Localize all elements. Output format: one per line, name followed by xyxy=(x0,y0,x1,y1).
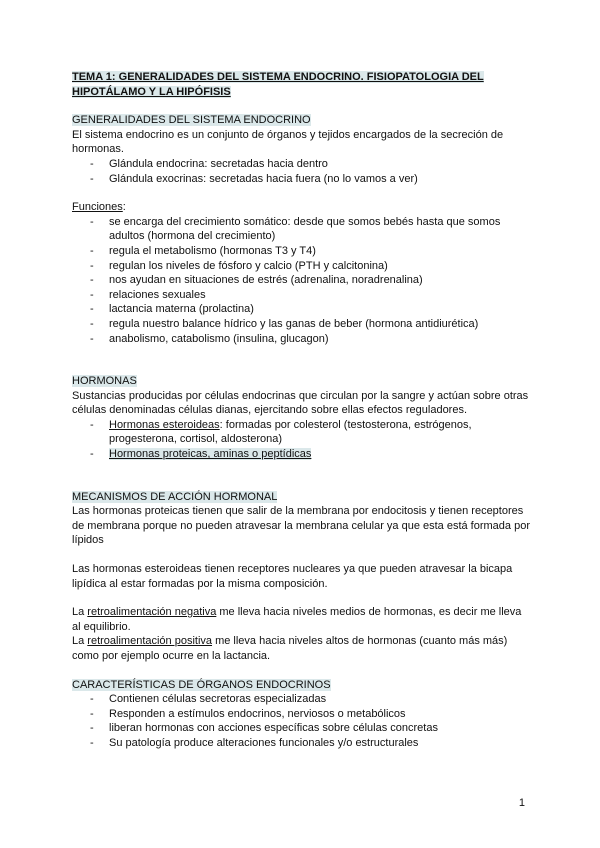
list-item: - Glándula exocrinas: secretadas hacia fuera (no lo vamos a ver) xyxy=(72,172,530,187)
hormonas-esteroideas-text: : formadas por colesterol (testosterona, estrógenos, progesterona, cortisol, aldosterona) xyxy=(109,418,472,446)
list-item: - Contienen células secretoras especializadas xyxy=(72,692,530,707)
p3-suffix: me lleva hacia niveles medios de hormonas, es decir me lleva al equilibrio. xyxy=(72,606,522,633)
section-caracteristicas xyxy=(72,678,530,751)
mecanismos-paragraph-1: Las hormonas proteicas tienen que salir de la membrana por endocitosis y tienen receptores de membrana porque no pueden atravesar la membrana celular ya que esta está formada por lípidos xyxy=(72,505,530,547)
section-hormonas xyxy=(72,374,530,462)
list-item: - regulan los niveles de fósforo y calcio (PTH y calcitonina) xyxy=(72,259,530,274)
retroalimentacion-negativa: retroalimentación negativa xyxy=(87,606,217,619)
section-heading-mecanismos: MECANISMOS DE ACCIÓN HORMONAL xyxy=(72,490,278,503)
list-item: - relaciones sexuales xyxy=(72,288,530,303)
glandulas-list xyxy=(72,157,530,186)
list-item: - nos ayudan en situaciones de estrés (adrenalina, noradrenalina) xyxy=(72,273,530,288)
section-heading-generalidades: GENERALIDADES DEL SISTEMA ENDOCRINO xyxy=(72,114,311,127)
document-title xyxy=(72,70,530,99)
list-item xyxy=(72,447,530,462)
caracteristicas-list xyxy=(72,692,530,750)
title-line-1: TEMA 1: GENERALIDADES DEL SISTEMA ENDOCRINO. FISIOPATOLOGIA DEL xyxy=(72,71,484,83)
section-funciones xyxy=(72,200,530,346)
hormonas-proteicas-label: Hormonas proteicas, aminas o peptídicas xyxy=(109,448,312,461)
generalidades-intro: El sistema endocrino es un conjunto de órganos y tejidos encargados de la secreción de hormonas. xyxy=(72,128,504,156)
section-generalidades xyxy=(72,113,530,186)
mecanismos-paragraph-3 xyxy=(72,605,530,634)
title-line-2: HIPOTÁLAMO Y LA HIPÓFISIS xyxy=(72,85,231,98)
list-item: - lactancia materna (prolactina) xyxy=(72,302,530,317)
list-item: - se encarga del crecimiento somático: desde que somos bebés hasta que somos adultos (hormona del crecimiento) xyxy=(72,215,530,244)
hormonas-esteroideas-label: Hormonas esteroideas xyxy=(109,418,220,431)
list-item xyxy=(72,418,530,447)
list-item: - anabolismo, catabolismo (insulina, glucagon) xyxy=(72,332,530,347)
list-item: - liberan hormonas con acciones específicas sobre células concretas xyxy=(72,721,530,736)
mecanismos-paragraph-2: Las hormonas esteroideas tienen receptores nucleares ya que pueden atravesar la bicapa lipídica al estar formadas por la misma composición. xyxy=(72,563,513,590)
funciones-label: Funciones xyxy=(72,201,123,214)
funciones-list xyxy=(72,215,530,346)
list-item: - Glándula endocrina: secretadas hacia dentro xyxy=(72,157,530,172)
section-mecanismos xyxy=(72,490,530,664)
p3-prefix: La xyxy=(72,606,88,619)
p4-suffix: me lleva hacia niveles altos de hormonas (cuanto más más) como por ejemplo ocurre en la lactancia. xyxy=(72,635,508,662)
p4-prefix: La xyxy=(72,635,88,648)
document-body xyxy=(72,70,530,751)
page-number: 1 xyxy=(518,797,525,809)
mecanismos-paragraph-4 xyxy=(72,634,530,663)
list-item: - regula nuestro balance hídrico y las ganas de beber (hormona antidiurética) xyxy=(72,317,530,332)
funciones-colon: : xyxy=(122,201,126,214)
list-item: - Su patología produce alteraciones funcionales y/o estructurales xyxy=(72,736,530,751)
retroalimentacion-positiva: retroalimentación positiva xyxy=(87,635,213,648)
section-heading-hormonas: HORMONAS xyxy=(72,375,137,388)
hormonas-intro: Sustancias producidas por células endocrinas que circulan por la sangre y actúan sobre otras células denominadas células dianas, ejercitando sobre ellas efectos reguladores. xyxy=(72,389,529,417)
list-item: - Responden a estímulos endocrinos, nerviosos o metabólicos xyxy=(72,707,530,722)
list-item: - regula el metabolismo (hormonas T3 y T4) xyxy=(72,244,530,259)
section-heading-caracteristicas: CARACTERÍSTICAS DE ÓRGANOS ENDOCRINOS xyxy=(72,678,331,691)
hormonas-list xyxy=(72,418,530,462)
